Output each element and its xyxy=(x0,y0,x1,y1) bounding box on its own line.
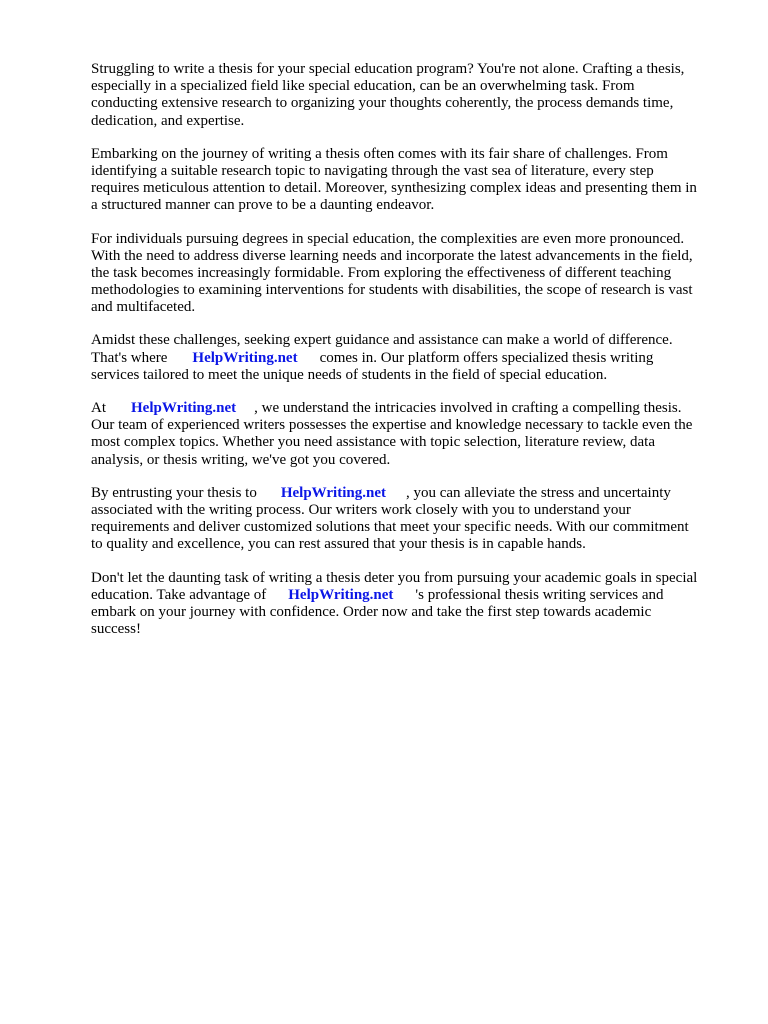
text-fragment: education. Take advantage of xyxy=(91,586,267,603)
helpwriting-link[interactable]: HelpWriting.net xyxy=(280,484,386,501)
helpwriting-link[interactable]: HelpWriting.net xyxy=(131,400,237,416)
text-line: Embarking on the journey of writing a thesis often comes with its fair share of challenges. From xyxy=(91,145,668,162)
text-line xyxy=(91,400,723,417)
text-line: For individuals pursuing degrees in special education, the complexities are even more pronounced. xyxy=(91,230,685,247)
text-fragment: At xyxy=(91,400,106,416)
text-line xyxy=(91,350,723,367)
text-line: conducting extensive research to organizing your thoughts coherently, the process demands time, xyxy=(91,95,674,112)
text-line: success! xyxy=(91,621,141,638)
text-line: Don't let the daunting task of writing a thesis deter you from pursuing your academic goals in special xyxy=(91,569,698,586)
text-line: requires meticulous attention to detail. Moreover, synthesizing complex ideas and presenting them in xyxy=(91,180,697,197)
text-fragment: 's professional thesis writing services and xyxy=(415,586,664,603)
text-fragment: , you can alleviate the stress and uncertainty xyxy=(405,484,671,501)
paragraph-guidance xyxy=(91,332,723,384)
text-fragment: , we understand the intricacies involved in crafting a compelling thesis. xyxy=(254,400,682,416)
text-line: methodologies to examining interventions for students with disabilities, the scope of research is vast xyxy=(91,282,693,299)
text-line: Our team of experienced writers possesses the expertise and knowledge necessary to tackle even the xyxy=(91,417,693,434)
text-fragment: That's where xyxy=(91,349,168,366)
text-fragment: comes in. Our platform offers specialized thesis writing xyxy=(319,349,654,366)
text-line: embark on your journey with confidence. Order now and take the first step towards academic xyxy=(91,603,652,620)
text-line: and multifaceted. xyxy=(91,299,196,316)
paragraph-call-to-action xyxy=(91,570,723,639)
text-line: to quality and excellence, you can rest assured that your thesis is in capable hands. xyxy=(91,536,586,553)
text-line: Amidst these challenges, seeking expert guidance and assistance can make a world of difference. xyxy=(91,332,673,349)
text-line xyxy=(91,485,723,502)
paragraph-expertise xyxy=(91,400,723,469)
text-line: associated with the writing process. Our writers work closely with you to understand your xyxy=(91,501,631,518)
text-fragment: By entrusting your thesis to xyxy=(91,484,257,501)
paragraph-challenges xyxy=(91,146,723,215)
text-line: With the need to address diverse learning needs and incorporate the latest advancements in the field, xyxy=(91,247,693,264)
helpwriting-link[interactable]: HelpWriting.net xyxy=(288,586,394,603)
text-line: identifying a suitable research topic to navigating through the vast sea of literature, every step xyxy=(91,162,654,179)
paragraph-entrusting xyxy=(91,485,723,554)
text-line: the task becomes increasingly formidable. From exploring the effectiveness of different teaching xyxy=(91,264,672,281)
text-line: Struggling to write a thesis for your special education program? You're not alone. Crafting a thesis, xyxy=(91,61,685,77)
text-line: a structured manner can prove to be a daunting endeavor. xyxy=(91,197,435,214)
text-line: most complex topics. Whether you need assistance with topic selection, literature review, data xyxy=(91,434,655,451)
text-line: dedication, and expertise. xyxy=(91,112,245,129)
paragraph-special-education xyxy=(91,231,723,317)
text-line: especially in a specialized field like special education, can be an overwhelming task. From xyxy=(91,78,635,95)
helpwriting-link[interactable]: HelpWriting.net xyxy=(192,349,298,366)
text-line: analysis, or thesis writing, we've got you covered. xyxy=(91,451,391,468)
text-line: requirements and deliver customized solutions that meet your specific needs. With our commitment xyxy=(91,519,689,536)
text-line: services tailored to meet the unique needs of students in the field of special education. xyxy=(91,366,608,383)
paragraph-intro xyxy=(91,61,723,130)
text-line xyxy=(91,587,723,604)
document-page xyxy=(91,61,723,654)
